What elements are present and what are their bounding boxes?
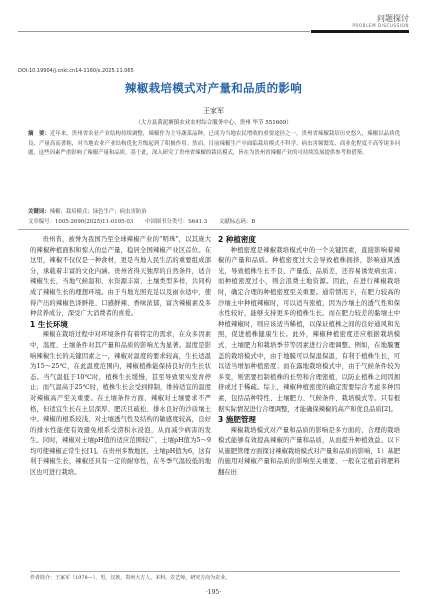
article-meta: [28, 218, 400, 228]
doi: DOI:10.19904/j.cnki.cn14-1160/s.2025.11.065: [18, 68, 134, 74]
left-column: [30, 235, 211, 479]
section-3-paragraph: 辣椒栽培模式对产量和品质的影响是多方面的，合理的栽培模式能够有效提高辣椒的产量和品质，从而提升种植效益。以下从施肥管理方面探讨辣椒栽培模式对产量和品质的影响，1）基肥的施用对辣椒产量和品质的影响至关重要，一般在定植前将肥料翻在田: [218, 426, 400, 477]
page-number: ·195·: [205, 589, 222, 596]
affiliation: （大方县黄泥塘镇农业农村综合服务中心，贵州 毕节 551609）: [135, 120, 292, 126]
article-number: 文章编号：1005-2690(2025)11-0195-03: [28, 219, 134, 225]
author: 王家军: [203, 107, 224, 115]
section-heading-3: 3 施肥管理: [218, 415, 256, 425]
footnote-rule: [30, 571, 400, 572]
document-code: 文献标志码：B: [218, 219, 256, 225]
author-footnote: 作者简介：王家军（1978—），男，汉族，贵州大方人，本科，农艺师，研究方向为农业。: [30, 575, 231, 581]
section-heading-2: 2 种植密度: [218, 235, 256, 244]
section-1-paragraph: 辣椒在栽培过程中对环境条件有着特定的需求，在众多因素中，温度、土壤条件对其产量和品质的影响尤为显著。温度是影响辣椒生长的关键因素之一，辣椒对温度的要求较高，生长适温为15～25℃，在此温度范围内，辣椒植株能保持良好的生长状态。当气温低于10℃时，植株生长缓慢，甚至导致果实发育停止；而气温高于25℃时，植株生长会受到抑制，维持适宜的温度对辣椒高产至关重要。在土壤条件方面，辣椒对土壤要求不严格，但适宜生长在土层深厚、肥沃且疏松、排水良好的沙质壤土中。辣椒的根系较浅，对土壤透气性及结构的敏感度较高，良好的排水性能使有效避免根系受涝积水浸泡，从而减少病害的发生。同时，辣椒对土壤pH值的适应范围较广，土壤pH值为5～9均可使辣椒正常生长[1]。在贵州多数地区，土壤pH值为6，这有利于辣椒生长，辣椒还具有一定的耐寒性，在冬季气温较低的地区也可进行栽培。: [30, 331, 211, 477]
header-rule: [18, 31, 310, 32]
divider: [18, 229, 409, 230]
journal-section-title: 问题探讨: [377, 14, 409, 23]
paper-title: 辣椒栽培模式对产量和品质的影响: [125, 81, 302, 95]
header-bar: [311, 30, 409, 33]
keywords: [28, 208, 400, 218]
abstract-label: 摘 要：: [28, 131, 50, 137]
section-2-paragraph: 种植密度是辣椒栽培模式中的一个关键因素，直接影响着辣椒的产量和品质。种植密度过大会导致植株拥挤，影响通风透光，导致植株生长不良，产量低、品质差，还容易诱发病虫害；而种植密度过小，则会浪费土地资源。因此，在进行辣椒栽培时，确定合理的种植密度至关重要。通常情况下，在肥力较高的沙壤土中种植辣椒时，可以适当密植，因为沙壤土的透气性和保水性较好，能够支持更多的植株生长。而在肥力较差的黏壤土中种植辣椒时，则应该适当稀植，以保证植株之间的良好通风和光照，促进植株健康生长。此外，辣椒种植密度还应根据栽培模式、土壤肥力和栽培季节等因素进行合理调整。例如，在地膜覆盖的栽培模式中，由于地膜可以保湿保温，有利于植株生长，可以适当增加种植密度；而在露地栽培模式中，由于气候条件较为多变，则需要控制植株的长势和合理密植，以防止植株之间因拥挤或过于稀疏。综上，辣椒种植密度的确定需要综合考虑多种因素，包括品种特性、土壤肥力、气候条件、栽培模式等。只有根据实际情况进行合理调整，才能确保辣椒的高产和优良品质[2]。: [218, 246, 400, 413]
abstract-text: 近年来，贵州省农业产业结构持续调整，辣椒作为主导蔬菜品种，已成为当地农民增收的重要途径之一。贵州省辣椒栽培历史悠久，辣椒以品质优良、产量高而著称，对当地农业产业结构优化升级起到了积极作用。然而，目前辣椒生产中面临栽培模式不科学、病虫害频繁发、商业化程度不高等诸多问题，这些因素严重影响了辣椒产量和品质。基于此，深入研究了贵州省辣椒的栽培模式，旨在为贵州省辣椒产业的可持续发展提供参考和借鉴。: [28, 131, 400, 157]
keywords-text: 辣椒；栽培模式；绿色生产；病虫害防治: [49, 209, 147, 215]
keywords-label: 关键词：: [28, 209, 50, 215]
intro-paragraph: 贵州省，被誉为我国乃至全球辣椒产业的“明珠”，以其庞大的辣椒种植面积和惊人的总产量，稳居全国辣椒产业区首位。在这里，辣椒不仅仅是一种食材，更是当地人民生活的重要组成部分，承载着丰富的文化内涵。贵州省得天独厚的自然条件，适合辣椒生长，当地气候温和、水资源丰富、土壤类型多样，共同构成了辣椒生长的理想环境。由于当地光照充足以及雨水适中，使得产出的辣椒色泽鲜艳、口感鲜辣、香味浓郁，富含辣椒素及多种营养成分，深受广大消费者的喜爱。: [30, 236, 211, 318]
section-heading-1: 1 生长环境: [30, 319, 68, 329]
clc-number: 中国图书分类号：S641.3: [144, 219, 208, 225]
abstract: [28, 130, 400, 159]
journal-section-subtitle: PROBLEM DISCUSSION: [352, 23, 409, 28]
right-column: [218, 235, 400, 479]
